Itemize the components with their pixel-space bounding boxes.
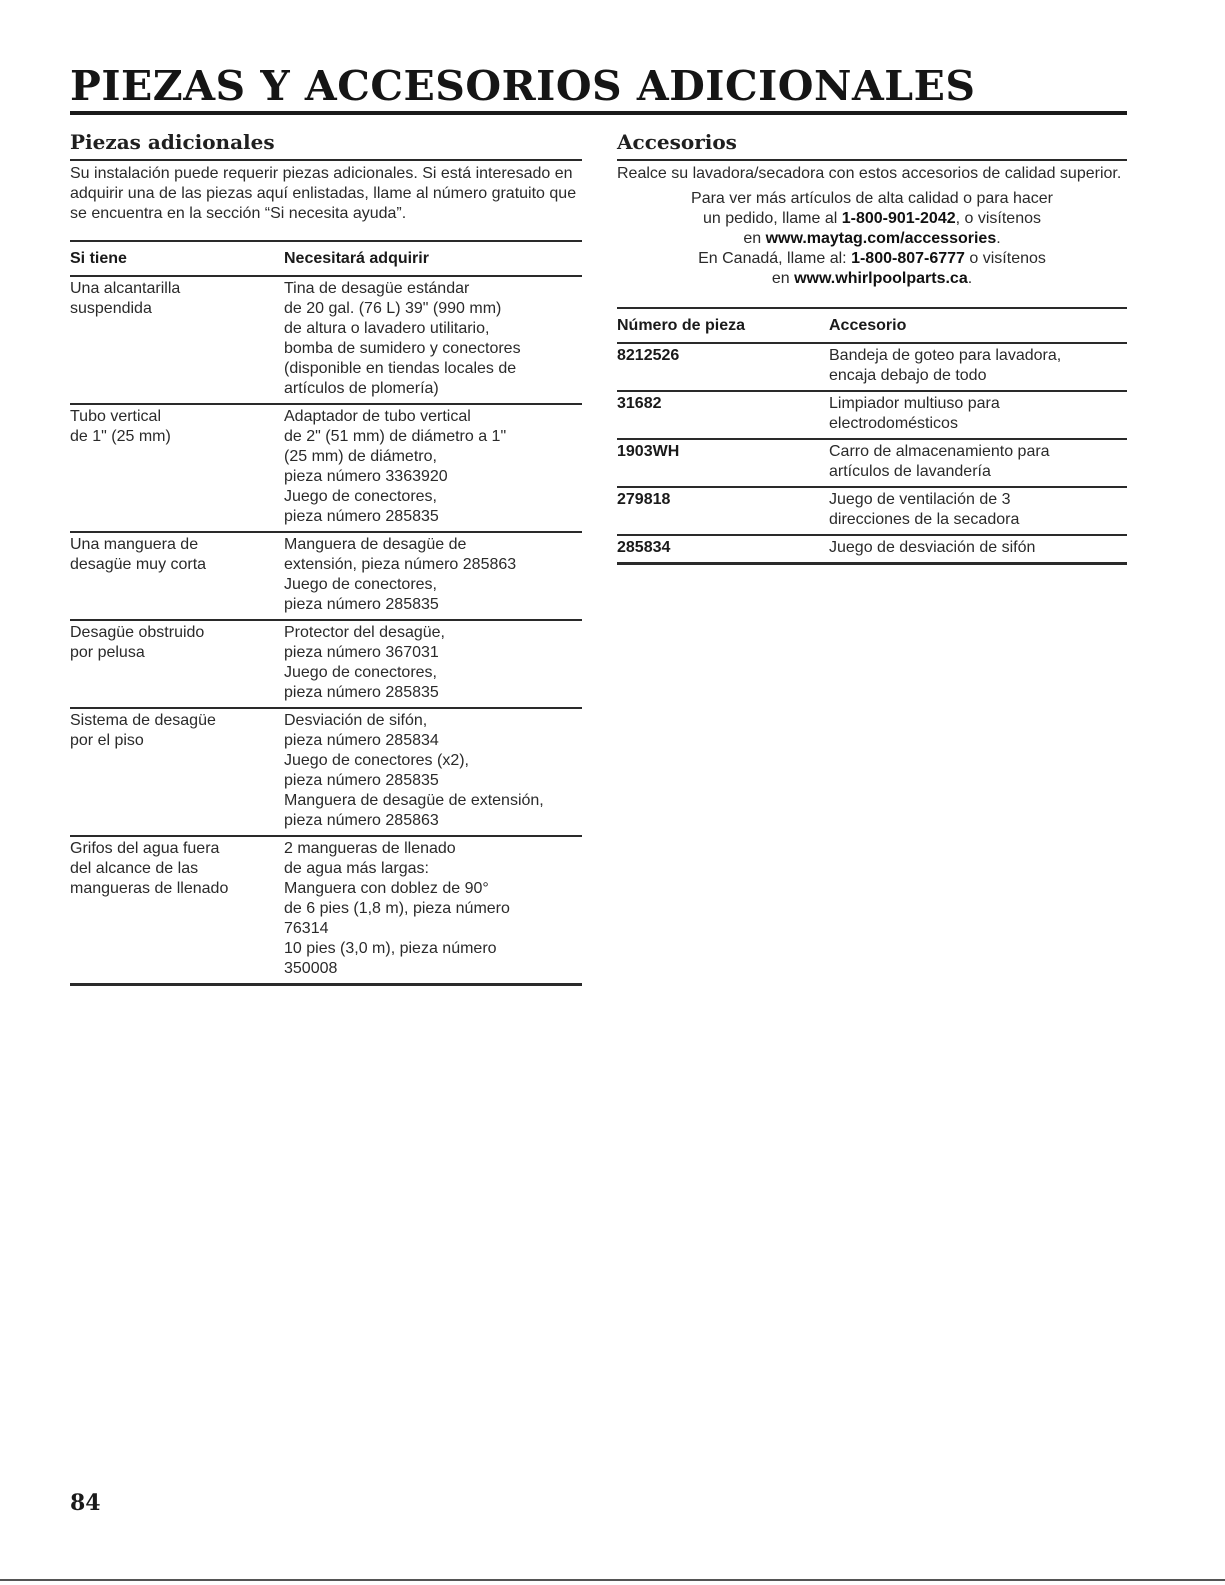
cell-part-number: 1903WH <box>617 443 680 460</box>
table-row <box>617 344 1127 392</box>
column-header-have: Si tiene <box>70 250 127 267</box>
table-header <box>617 309 1127 344</box>
phone-us: 1-800-901-2042 <box>841 210 956 227</box>
cell-accessory: Limpiador multiuso para electrodomésticos <box>829 395 1000 432</box>
contact-info <box>617 189 1127 289</box>
accessories-intro: Realce su lavadora/secadora con estos accesorios de calidad superior. <box>617 165 1122 182</box>
cell-part-number: 279818 <box>617 491 671 508</box>
contact-line: Para ver más artículos de alta calidad o para hacer <box>691 190 1053 207</box>
cell-need: Manguera de desagüe de extensión, pieza número 285863 Juego de conectores, pieza número 285835 <box>284 536 517 613</box>
table-row <box>70 709 582 837</box>
additional-parts-heading: Piezas adicionales <box>70 128 582 161</box>
cell-have: Una alcantarilla suspendida <box>70 280 181 317</box>
cell-accessory: Juego de ventilación de 3 direcciones de la secadora <box>829 491 1020 528</box>
table-row <box>617 488 1127 536</box>
cell-accessory: Bandeja de goteo para lavadora, encaja debajo de todo <box>829 347 1062 384</box>
column-header-accessory: Accesorio <box>829 317 907 334</box>
page-number: 84 <box>70 1490 101 1516</box>
additional-parts-section <box>70 128 582 986</box>
contact-line: en www.maytag.com/accessories. <box>743 230 1001 247</box>
table-row <box>70 837 582 986</box>
table-row <box>617 536 1127 565</box>
cell-need: Adaptador de tubo vertical de 2" (51 mm) de diámetro a 1" (25 mm) de diámetro, pieza número 3363920 Juego de conectores, pieza número 285835 <box>284 408 507 525</box>
column-header-need: Necesitará adquirir <box>284 250 429 267</box>
cell-part-number: 31682 <box>617 395 662 412</box>
cell-have: Tubo vertical de 1" (25 mm) <box>70 408 171 445</box>
cell-need: Desviación de sifón, pieza número 285834 Juego de conectores (x2), pieza número 285835 Manguera de desagüe de extensión, pieza número 285863 <box>284 712 544 829</box>
table-row <box>617 392 1127 440</box>
accessories-heading: Accesorios <box>617 128 1127 161</box>
cell-have: Grifos del agua fuera del alcance de las mangueras de llenado <box>70 840 229 897</box>
cell-part-number: 285834 <box>617 539 671 556</box>
table-row <box>617 440 1127 488</box>
table-header <box>70 242 582 277</box>
contact-line: en www.whirlpoolparts.ca. <box>771 270 973 287</box>
cell-need: Protector del desagüe, pieza número 367031 Juego de conectores, pieza número 285835 <box>284 624 445 701</box>
table-row <box>70 277 582 405</box>
title-rule <box>70 111 1127 115</box>
additional-parts-intro: Su instalación puede requerir piezas adicionales. Si está interesado en adquirir una de las piezas aquí enlistadas, llame al número gratuito que se encuentra en la sección “Si necesita ayuda”. <box>70 165 577 222</box>
cell-need: Tina de desagüe estándar de 20 gal. (76 L) 39" (990 mm) de altura o lavadero utilitario, bomba de sumidero y conectores (disponible en tiendas locales de artículos de plomería) <box>284 280 521 397</box>
contact-line: un pedido, llame al 1-800-901-2042, o visítenos <box>702 210 1041 227</box>
table-row <box>70 621 582 709</box>
url-whirlpool: www.whirlpoolparts.ca <box>794 270 968 287</box>
contact-line: En Canadá, llame al: 1-800-807-6777 o visítenos <box>698 250 1046 267</box>
phone-canada: 1-800-807-6777 <box>851 250 965 267</box>
additional-parts-table <box>70 240 582 986</box>
page-bottom-edge <box>0 1579 1225 1581</box>
url-maytag: www.maytag.com/accessories <box>765 230 997 247</box>
table-row <box>70 533 582 621</box>
table-row <box>70 405 582 533</box>
cell-need: 2 mangueras de llenado de agua más largas: Manguera con doblez de 90° de 6 pies (1,8 m), pieza número 76314 10 pies (3,0 m), pieza número 350008 <box>284 840 510 977</box>
cell-part-number: 8212526 <box>617 347 680 364</box>
accessories-section <box>617 128 1127 565</box>
accessories-table <box>617 307 1127 565</box>
column-header-part-number: Número de pieza <box>617 317 746 334</box>
cell-accessory: Juego de desviación de sifón <box>829 539 1036 556</box>
page-title: PIEZAS Y ACCESORIOS ADICIONALES <box>70 62 976 110</box>
cell-have: Desagüe obstruido por pelusa <box>70 624 205 661</box>
cell-have: Una manguera de desagüe muy corta <box>70 536 207 573</box>
cell-accessory: Carro de almacenamiento para artículos de lavandería <box>829 443 1050 480</box>
cell-have: Sistema de desagüe por el piso <box>70 712 216 749</box>
